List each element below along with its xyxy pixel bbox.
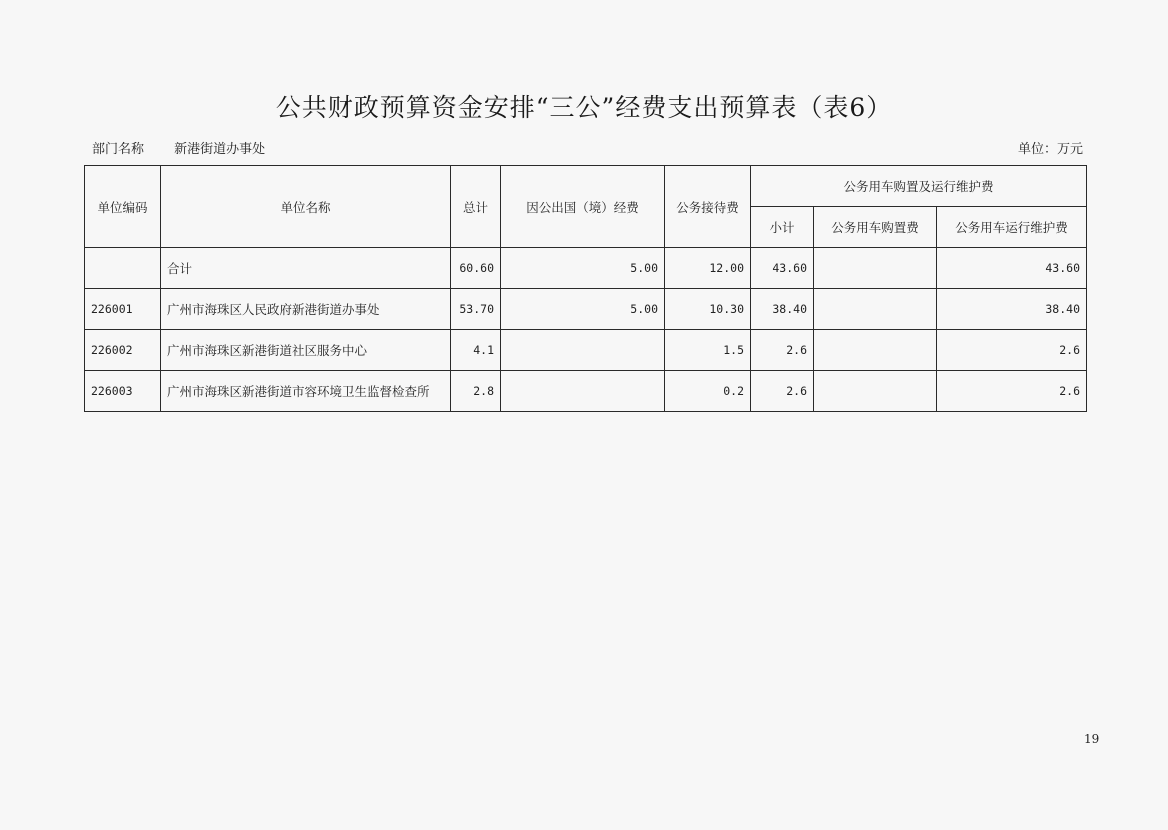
cell-abroad	[501, 330, 665, 371]
header-subtotal: 小计	[751, 207, 814, 248]
cell-total: 4.1	[451, 330, 501, 371]
table-row	[85, 289, 1087, 330]
cell-vehicle-purchase	[814, 330, 937, 371]
cell-abroad: 5.00	[501, 289, 665, 330]
header-vehicle-group: 公务用车购置及运行维护费	[751, 166, 1087, 207]
cell-vehicle-purchase	[814, 371, 937, 412]
cell-abroad: 5.00	[501, 248, 665, 289]
cell-vehicle-maintenance: 2.6	[937, 371, 1087, 412]
department-label: 部门名称	[92, 142, 145, 157]
header-abroad: 因公出国（境）经费	[501, 166, 665, 248]
cell-subtotal: 2.6	[751, 371, 814, 412]
cell-vehicle-purchase	[814, 248, 937, 289]
cell-subtotal: 2.6	[751, 330, 814, 371]
cell-vehicle-maintenance: 38.40	[937, 289, 1087, 330]
cell-code	[85, 248, 161, 289]
cell-name: 广州市海珠区新港街道市容环境卫生监督检查所	[161, 371, 451, 412]
cell-abroad	[501, 371, 665, 412]
header-row	[85, 166, 1087, 207]
cell-reception: 10.30	[665, 289, 751, 330]
header-reception: 公务接待费	[665, 166, 751, 248]
cell-name: 合计	[161, 248, 451, 289]
cell-total: 2.8	[451, 371, 501, 412]
cell-subtotal: 38.40	[751, 289, 814, 330]
table-row	[85, 371, 1087, 412]
department-line	[92, 138, 265, 157]
cell-vehicle-maintenance: 43.60	[937, 248, 1087, 289]
department-name: 新港街道办事处	[174, 142, 266, 157]
page-title: 公共财政预算资金安排“三公”经费支出预算表（表6）	[275, 93, 893, 122]
cell-code: 226003	[85, 371, 161, 412]
cell-name: 广州市海珠区人民政府新港街道办事处	[161, 289, 451, 330]
cell-code: 226002	[85, 330, 161, 371]
cell-code: 226001	[85, 289, 161, 330]
cell-vehicle-purchase	[814, 289, 937, 330]
header-code: 单位编码	[85, 166, 161, 248]
cell-vehicle-maintenance: 2.6	[937, 330, 1087, 371]
table-row	[85, 330, 1087, 371]
header-vehicle-purchase: 公务用车购置费	[814, 207, 937, 248]
cell-reception: 0.2	[665, 371, 751, 412]
cell-total: 53.70	[451, 289, 501, 330]
budget-table	[84, 165, 1087, 412]
cell-reception: 12.00	[665, 248, 751, 289]
page-number: 19	[1084, 732, 1100, 746]
cell-subtotal: 43.60	[751, 248, 814, 289]
header-total: 总计	[451, 166, 501, 248]
cell-name: 广州市海珠区新港街道社区服务中心	[161, 330, 451, 371]
cell-reception: 1.5	[665, 330, 751, 371]
header-name: 单位名称	[161, 166, 451, 248]
table-row	[85, 248, 1087, 289]
cell-total: 60.60	[451, 248, 501, 289]
unit-label: 单位：万元	[1018, 142, 1084, 157]
header-vehicle-maintenance: 公务用车运行维护费	[937, 207, 1087, 248]
